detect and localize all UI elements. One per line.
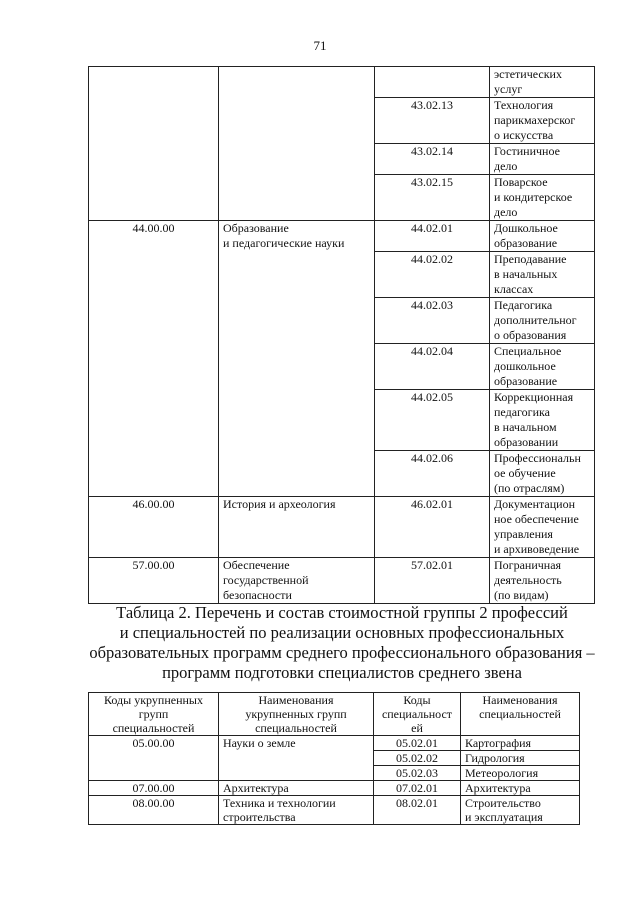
group-code-cell: 57.00.00 (89, 558, 219, 604)
specialty-code-cell: 05.02.02 (374, 751, 461, 766)
column-header: Наименования специальностей (461, 693, 580, 736)
table-row (89, 497, 595, 558)
specialty-code-cell: 57.02.01 (375, 558, 490, 604)
specialty-name-cell: Преподавание в начальных классах (490, 252, 595, 298)
specialty-name-cell: Специальное дошкольное образование (490, 344, 595, 390)
specialty-name-cell: Строительство и эксплуатация (461, 796, 580, 825)
specialty-code-cell: 46.02.01 (375, 497, 490, 558)
column-header: Коды специальност ей (374, 693, 461, 736)
group-name-cell: История и археология (219, 497, 375, 558)
specialty-code-cell (375, 67, 490, 98)
specialty-code-cell: 43.02.15 (375, 175, 490, 221)
specialty-code-cell: 44.02.01 (375, 221, 490, 252)
group-name-cell: Архитектура (219, 781, 374, 796)
column-header: Коды укрупненных групп специальностей (89, 693, 219, 736)
group-code-cell: 08.00.00 (89, 796, 219, 825)
specialty-name-cell: Гидрология (461, 751, 580, 766)
table-header-row (89, 693, 580, 736)
specialty-name-cell: эстетических услуг (490, 67, 595, 98)
group-code-cell: 44.00.00 (89, 221, 219, 497)
specialty-name-cell: Дошкольное образование (490, 221, 595, 252)
table-row (89, 67, 595, 98)
specialty-name-cell: Коррекционная педагогика в начальном образовании (490, 390, 595, 451)
group-code-cell (89, 67, 219, 221)
group-name-cell: Образование и педагогические науки (219, 221, 375, 497)
group-name-cell: Техника и технологии строительства (219, 796, 374, 825)
specialty-name-cell: Метеорология (461, 766, 580, 781)
specialty-name-cell: Архитектура (461, 781, 580, 796)
specialty-code-cell: 44.02.04 (375, 344, 490, 390)
specialties-table-continued (88, 66, 595, 604)
specialty-name-cell: Профессиональн ое обучение (по отраслям) (490, 451, 595, 497)
specialty-code-cell: 44.02.06 (375, 451, 490, 497)
group-name-cell (219, 67, 375, 221)
specialty-code-cell: 07.02.01 (374, 781, 461, 796)
group-code-cell: 07.00.00 (89, 781, 219, 796)
group-name-cell: Обеспечение государственной безопасности (219, 558, 375, 604)
specialty-code-cell: 05.02.01 (374, 736, 461, 751)
specialty-name-cell: Пограничная деятельность (по видам) (490, 558, 595, 604)
specialty-name-cell: Технология парикмахерског о искусства (490, 98, 595, 144)
specialty-name-cell: Поварское и кондитерское дело (490, 175, 595, 221)
specialty-code-cell: 44.02.03 (375, 298, 490, 344)
table-caption: Таблица 2. Перечень и состав стоимостной группы 2 профессий и специальностей по реализации основных профессиональных образовательных программ среднего профессионального образования – программ подготовки специалистов среднего звена (89, 603, 595, 682)
specialty-name-cell: Документацион ное обеспечение управления и архивоведение (490, 497, 595, 558)
cost-group-2-table (88, 692, 580, 825)
specialty-name-cell: Педагогика дополнительног о образования (490, 298, 595, 344)
table-row (89, 796, 580, 825)
specialty-code-cell: 44.02.02 (375, 252, 490, 298)
specialty-name-cell: Гостиничное дело (490, 144, 595, 175)
specialty-code-cell: 08.02.01 (374, 796, 461, 825)
table-row (89, 558, 595, 604)
table-row (89, 736, 580, 751)
specialty-code-cell: 44.02.05 (375, 390, 490, 451)
specialty-code-cell: 43.02.14 (375, 144, 490, 175)
column-header: Наименования укрупненных групп специальностей (219, 693, 374, 736)
group-code-cell: 05.00.00 (89, 736, 219, 781)
page-number: 71 (313, 38, 327, 53)
group-name-cell: Науки о земле (219, 736, 374, 781)
specialty-name-cell: Картография (461, 736, 580, 751)
specialty-code-cell: 05.02.03 (374, 766, 461, 781)
specialty-code-cell: 43.02.13 (375, 98, 490, 144)
group-code-cell: 46.00.00 (89, 497, 219, 558)
table-row (89, 221, 595, 252)
table-row (89, 781, 580, 796)
